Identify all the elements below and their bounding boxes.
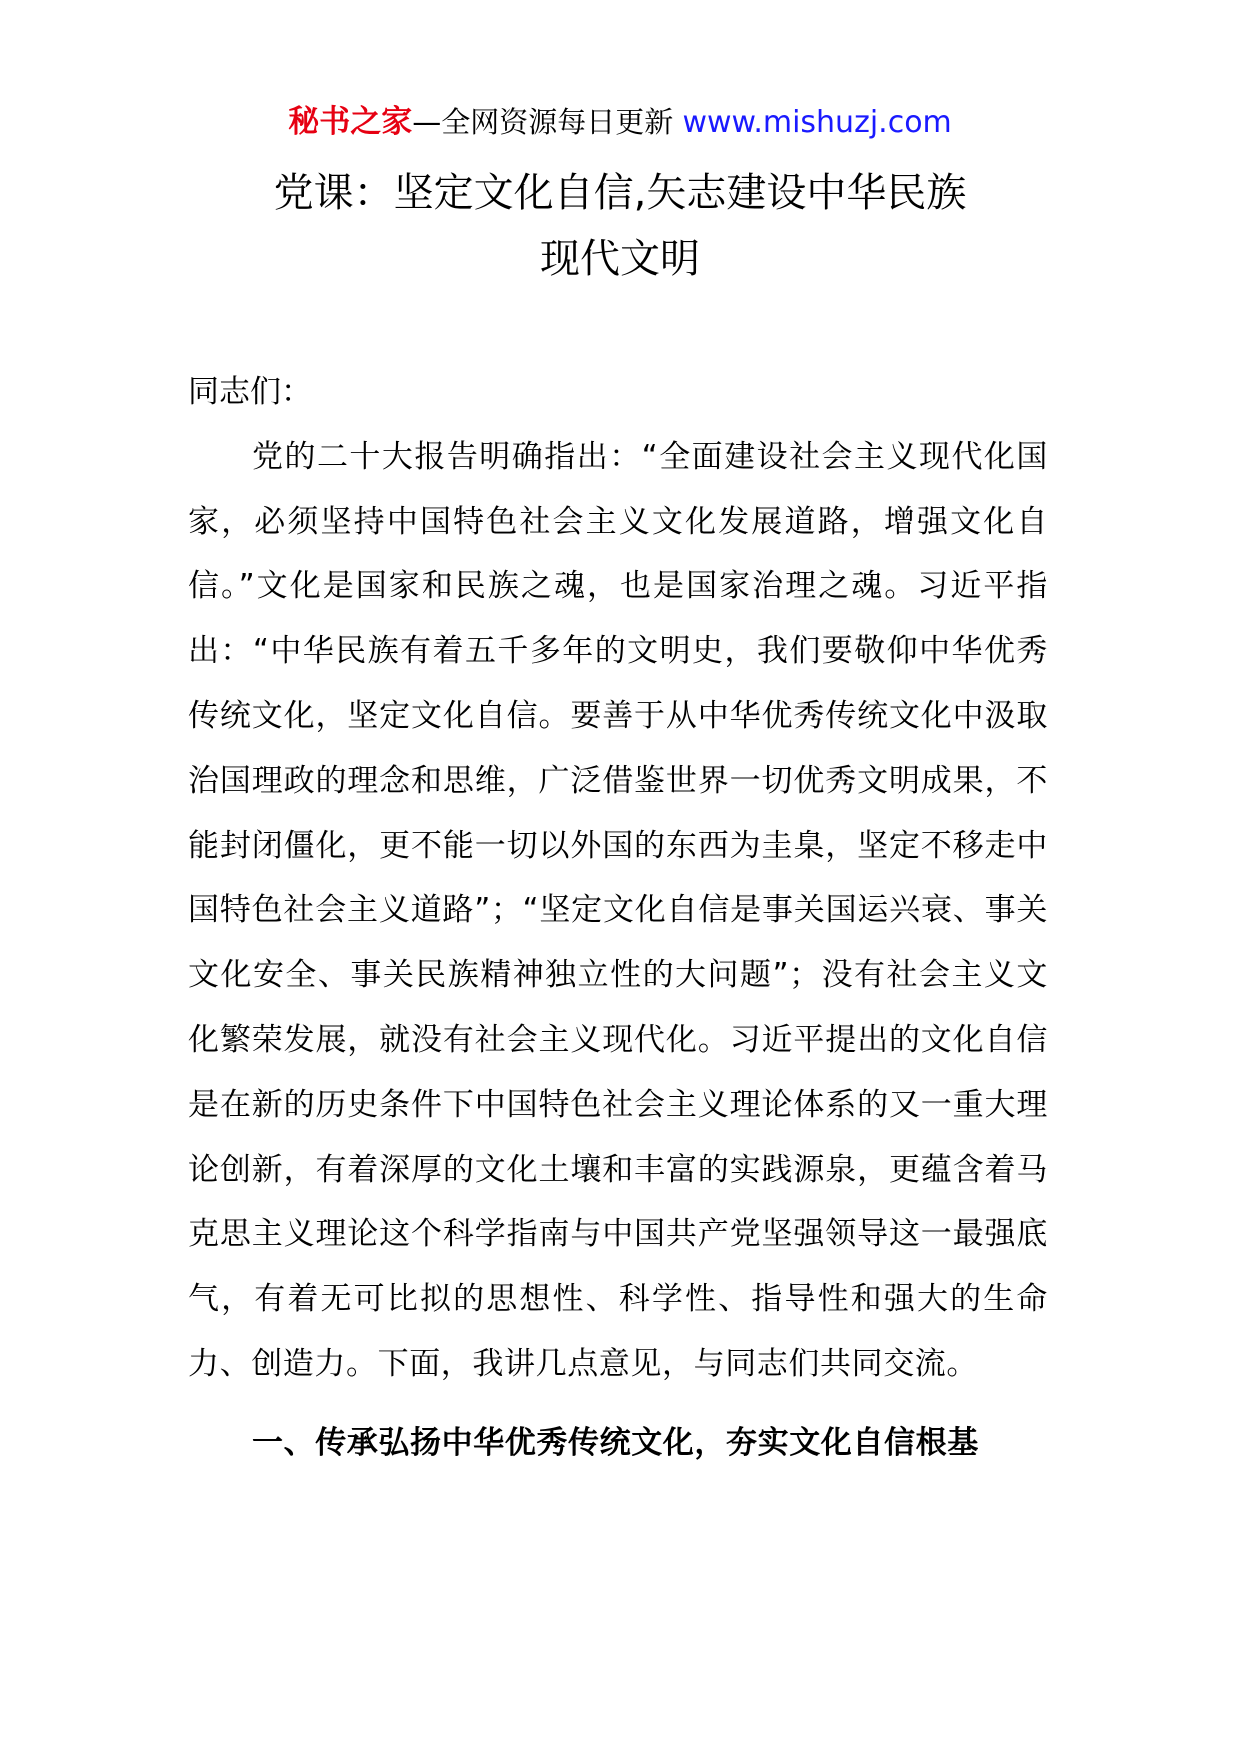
document-body: [188, 360, 1048, 1476]
title-line-1: 党课：坚定文化自信,矢志建设中华民族: [273, 170, 967, 216]
greeting: 同志们：: [188, 374, 312, 410]
title-line-2: 现代文明: [540, 236, 700, 282]
document-title: [0, 160, 1240, 292]
section-heading: 一、传承弘扬中华优秀传统文化，夯实文化自信根基: [252, 1424, 979, 1461]
header-tagline: —全网资源每日更新: [412, 105, 674, 139]
body-paragraph: 党的二十大报告明确指出：“全面建设社会主义现代化国家，必须坚持中国特色社会主义文化发展道路，增强文化自信。”文化是国家和民族之魂，也是国家治理之魂。习近平指出：“中华民族有着五千多年的文明史，我们要敬仰中华优秀传统文化，坚定文化自信。要善于从中华优秀传统文化中汲取治国理政的理念和思维，广泛借鉴世界一切优秀文明成果，不能封闭僵化，更不能一切以外国的东西为圭臬，坚定不移走中国特色社会主义道路”；“坚定文化自信是事关国运兴衰、事关文化安全、事关民族精神独立性的大问题”；没有社会主义文化繁荣发展，就没有社会主义现代化。习近平提出的文化自信是在新的历史条件下中国特色社会主义理论体系的又一重大理论创新，有着深厚的文化土壤和丰富的实践源泉，更蕴含着马克思主义理论这个科学指南与中国共产党坚强领导这一最强底气，有着无可比拟的思想性、科学性、指导性和强大的生命力、创造力。下面，我讲几点意见，与同志们共同交流。: [188, 438, 1048, 1382]
site-url-link[interactable]: www.mishuzj.com: [682, 105, 952, 140]
brand-name: 秘书之家: [288, 104, 413, 140]
site-header: [0, 100, 1240, 145]
